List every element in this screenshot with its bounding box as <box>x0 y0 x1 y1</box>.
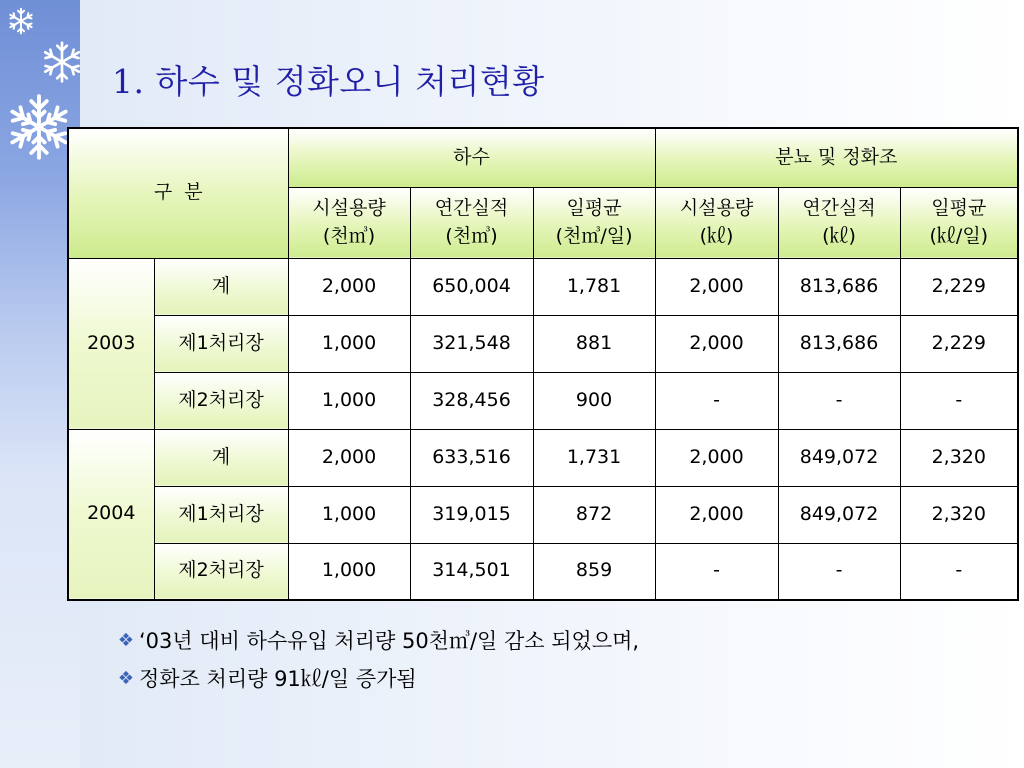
value-cell: 2,000 <box>288 258 410 315</box>
value-cell: 2,000 <box>288 429 410 486</box>
site-cell: 계 <box>154 429 288 486</box>
value-cell: 849,072 <box>778 486 900 543</box>
value-cell: - <box>655 543 778 600</box>
value-cell: 1,000 <box>288 486 410 543</box>
value-cell: - <box>778 543 900 600</box>
value-cell: 859 <box>533 543 655 600</box>
group-header-sewage: 하수 <box>288 128 655 187</box>
note-text: ‘03년 대비 하수유입 처리량 50천㎥/일 감소 되었으며, <box>139 629 640 653</box>
column-header-unit: (천㎥) <box>322 224 376 247</box>
column-header <box>533 187 655 258</box>
site-cell: 제2처리장 <box>154 372 288 429</box>
column-header-unit: (㎘/일) <box>929 224 989 247</box>
site-cell: 제1처리장 <box>154 486 288 543</box>
value-cell: - <box>655 372 778 429</box>
value-cell: 881 <box>533 315 655 372</box>
column-header-unit: (천㎥/일) <box>555 224 633 247</box>
value-cell: 1,000 <box>288 543 410 600</box>
treatment-status-table <box>67 127 1019 601</box>
value-cell: 2,320 <box>900 486 1018 543</box>
value-cell: 314,501 <box>410 543 533 600</box>
value-cell: 1,781 <box>533 258 655 315</box>
site-cell: 제1처리장 <box>154 315 288 372</box>
note-item <box>115 625 639 655</box>
column-header <box>900 187 1018 258</box>
header-row-groups <box>68 128 1018 187</box>
value-cell: 900 <box>533 372 655 429</box>
note-item <box>115 663 639 693</box>
value-cell: 813,686 <box>778 258 900 315</box>
table-row <box>68 315 1018 372</box>
table-row <box>68 372 1018 429</box>
value-cell: 2,000 <box>655 315 778 372</box>
column-header <box>410 187 533 258</box>
value-cell: 633,516 <box>410 429 533 486</box>
column-header-unit: (㎘) <box>699 224 734 247</box>
site-cell: 제2처리장 <box>154 543 288 600</box>
column-header <box>288 187 410 258</box>
value-cell: 872 <box>533 486 655 543</box>
value-cell: 849,072 <box>778 429 900 486</box>
value-cell: 1,000 <box>288 372 410 429</box>
value-cell: - <box>900 543 1018 600</box>
value-cell: 650,004 <box>410 258 533 315</box>
column-header-unit: (천㎥) <box>445 224 498 247</box>
column-header <box>655 187 778 258</box>
site-cell: 계 <box>154 258 288 315</box>
table-row <box>68 486 1018 543</box>
table-row <box>68 543 1018 600</box>
value-cell: - <box>778 372 900 429</box>
summary-notes <box>115 625 639 701</box>
value-cell: 321,548 <box>410 315 533 372</box>
value-cell: 1,000 <box>288 315 410 372</box>
column-header-title: 일평균 <box>566 196 622 219</box>
value-cell: 813,686 <box>778 315 900 372</box>
group-header-septage: 분뇨 및 정화조 <box>655 128 1018 187</box>
snowflake-icon <box>7 7 35 35</box>
column-header <box>778 187 900 258</box>
year-cell: 2004 <box>68 429 154 600</box>
value-cell: 2,229 <box>900 315 1018 372</box>
table-row <box>68 429 1018 486</box>
value-cell: 1,731 <box>533 429 655 486</box>
diamond-bullet-icon: ❖ <box>117 629 135 651</box>
table-row <box>68 258 1018 315</box>
column-header-title: 연간실적 <box>434 196 509 219</box>
value-cell: 2,000 <box>655 258 778 315</box>
value-cell: 328,456 <box>410 372 533 429</box>
column-header-title: 일평균 <box>931 196 987 219</box>
year-cell: 2003 <box>68 258 154 429</box>
note-text: 정화조 처리량 91㎘/일 증가됨 <box>139 667 417 691</box>
slide-title: 1. 하수 및 정화오니 처리현황 <box>112 62 545 101</box>
value-cell: 2,000 <box>655 486 778 543</box>
corner-header: 구 분 <box>68 128 288 258</box>
value-cell: - <box>900 372 1018 429</box>
column-header-unit: (㎘) <box>822 224 856 247</box>
value-cell: 319,015 <box>410 486 533 543</box>
snowflake-icon <box>40 40 84 84</box>
column-header-title: 시설용량 <box>312 196 386 219</box>
column-header-title: 시설용량 <box>679 196 754 219</box>
value-cell: 2,229 <box>900 258 1018 315</box>
value-cell: 2,000 <box>655 429 778 486</box>
snowflake-icon <box>4 92 74 162</box>
diamond-bullet-icon: ❖ <box>117 667 135 689</box>
value-cell: 2,320 <box>900 429 1018 486</box>
column-header-title: 연간실적 <box>802 196 876 219</box>
